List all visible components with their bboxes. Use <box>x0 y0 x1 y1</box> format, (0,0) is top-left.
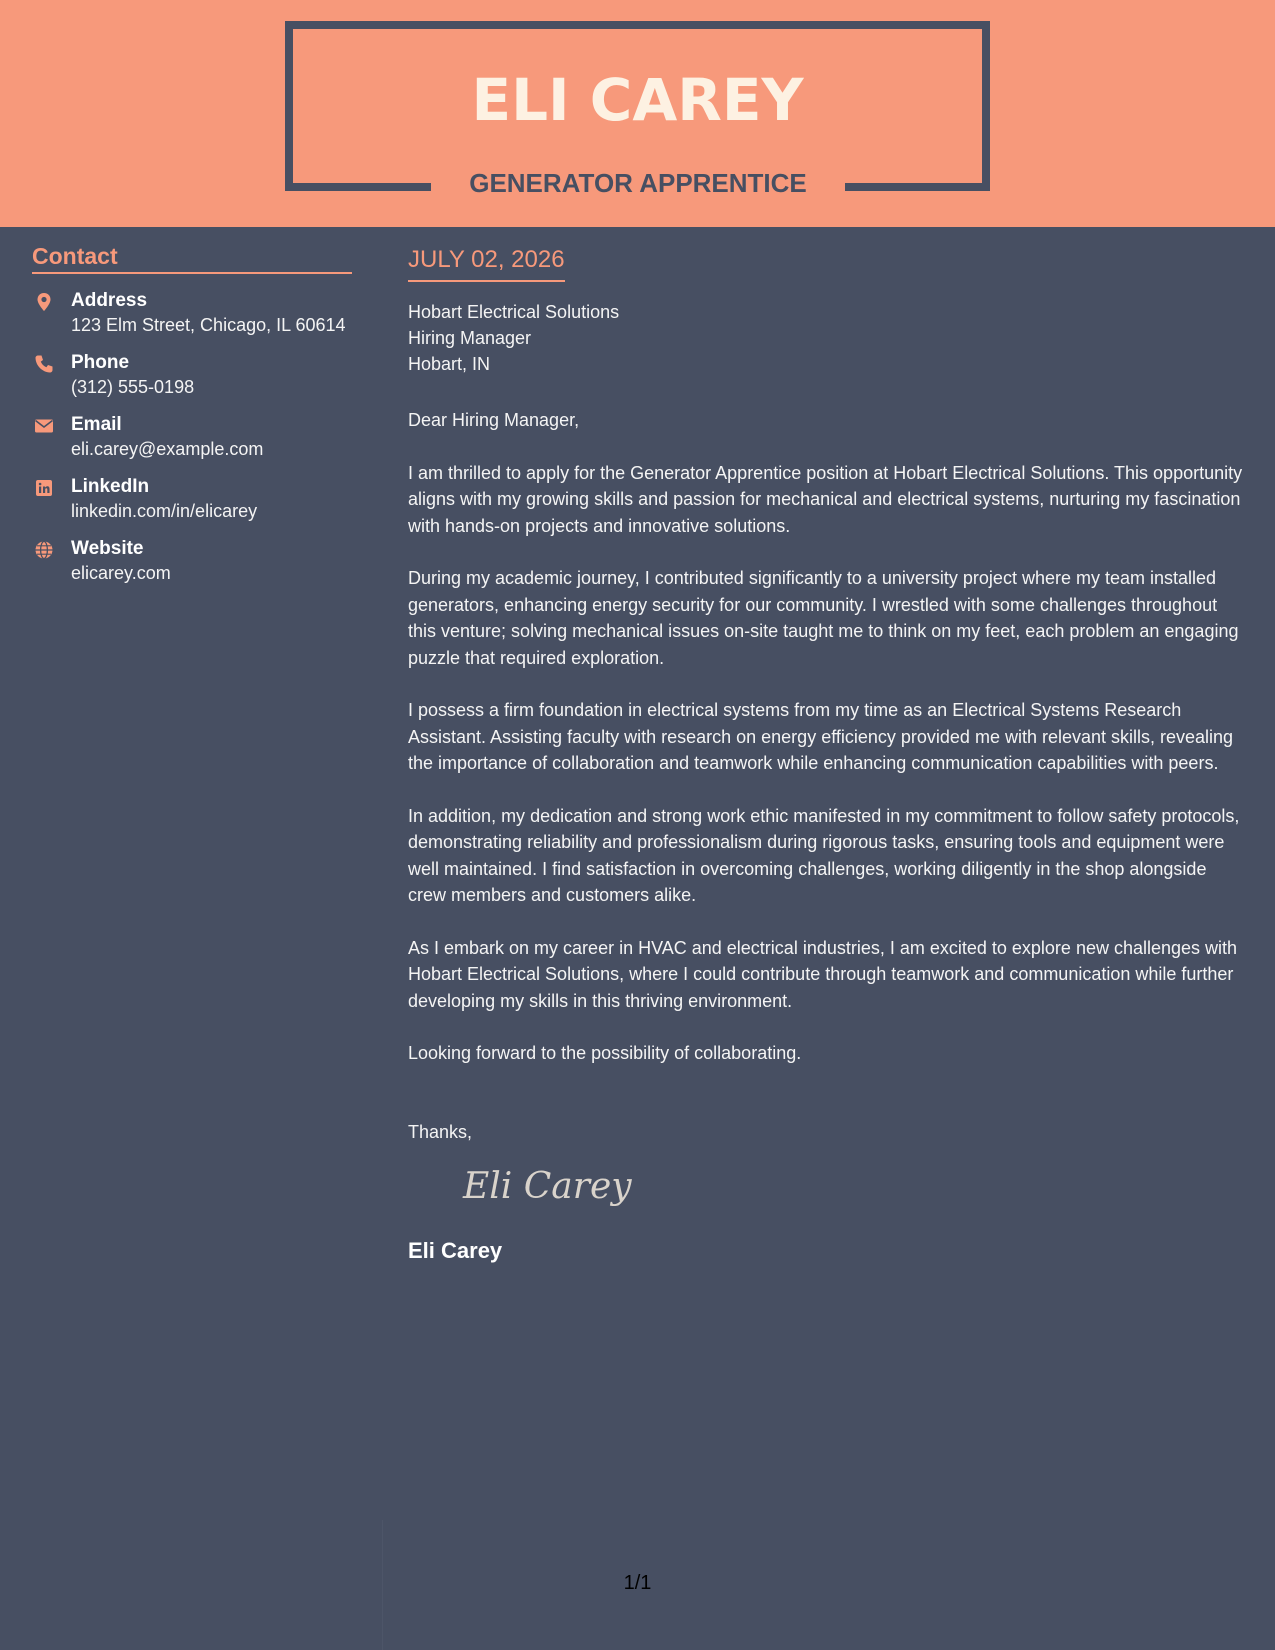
letter-date: JULY 02, 2026 <box>408 244 565 282</box>
recipient-location: Hobart, IN <box>408 354 491 374</box>
contact-value: linkedin.com/in/elicarey <box>71 501 258 521</box>
phone-icon <box>34 354 54 374</box>
contact-address <box>32 288 352 338</box>
recipient-block <box>408 299 1248 377</box>
job-title: GENERATOR APPRENTICE <box>469 168 807 198</box>
body-paragraph: I am thrilled to apply for the Generator Apprentice position at Hobart Electrical Solutions. This opportunity aligns with my growing skills and passion for mechanical and electrical systems, nurturing my fascination with hands-on projects and innovative solutions. <box>408 462 1243 536</box>
header-frame-bottom-right <box>845 183 990 191</box>
contact-label: Email <box>71 414 122 435</box>
page-number: 1/1 <box>623 1572 652 1594</box>
recipient-role: Hiring Manager <box>408 328 532 348</box>
signoff: Thanks, <box>408 1121 473 1142</box>
map-pin-icon <box>34 292 54 312</box>
linkedin-icon <box>34 478 54 498</box>
globe-icon <box>34 540 54 560</box>
applicant-name: ELI CAREY <box>471 66 804 134</box>
letter-body <box>408 244 1248 1266</box>
body-paragraph: I possess a firm foundation in electrical systems from my time as an Electrical Systems Research Assistant. Assisting faculty with research on energy efficiency provided me with relevant skills, revealing the importance of collaboration and teamwork while enhancing communication capabilities with peers. <box>408 700 1234 773</box>
signed-name: Eli Carey <box>408 1238 503 1263</box>
greeting: Dear Hiring Manager, <box>408 410 580 430</box>
header-frame-bottom-left <box>285 183 431 191</box>
contact-linkedin <box>32 474 352 524</box>
contact-phone <box>32 350 352 400</box>
contact-label: Website <box>71 538 144 559</box>
body-paragraph: During my academic journey, I contributed significantly to a university project where my team installed generators, enhancing energy security for our community. I wrestled with some challenges throughout this venture; solving mechanical issues on-site taught me to think on my feet, each problem an engaging puzzle that required exploration. <box>408 568 1239 668</box>
contact-value: eli.carey@example.com <box>71 439 264 459</box>
contact-heading: Contact <box>32 240 352 274</box>
contact-label: Address <box>71 290 148 311</box>
contact-email <box>32 412 352 462</box>
envelope-icon <box>34 416 54 436</box>
contact-label: Phone <box>71 352 130 373</box>
contact-label: LinkedIn <box>71 476 150 497</box>
contact-value: 123 Elm Street, Chicago, IL 60614 <box>71 315 346 335</box>
contact-value: elicarey.com <box>71 563 171 583</box>
closing-line: Looking forward to the possibility of collaborating. <box>408 1043 802 1063</box>
recipient-company: Hobart Electrical Solutions <box>408 302 620 322</box>
contact-value: (312) 555-0198 <box>71 377 195 397</box>
body-paragraph: As I embark on my career in HVAC and electrical industries, I am excited to explore new challenges with Hobart Electrical Solutions, where I could contribute through teamwork and communication while further developing my skills in this thriving environment. <box>408 937 1238 1011</box>
handwritten-signature: Eli Carey <box>463 1166 632 1207</box>
contact-website <box>32 536 352 586</box>
body-paragraph: In addition, my dedication and strong work ethic manifested in my commitment to follow safety protocols, demonstrating reliability and professionalism during rigorous tasks, ensuring tools and equipment were well maintained. I find satisfaction in overcoming challenges, working diligently in the shop alongside crew members and customers alike. <box>408 805 1240 905</box>
contact-sidebar <box>32 240 352 586</box>
